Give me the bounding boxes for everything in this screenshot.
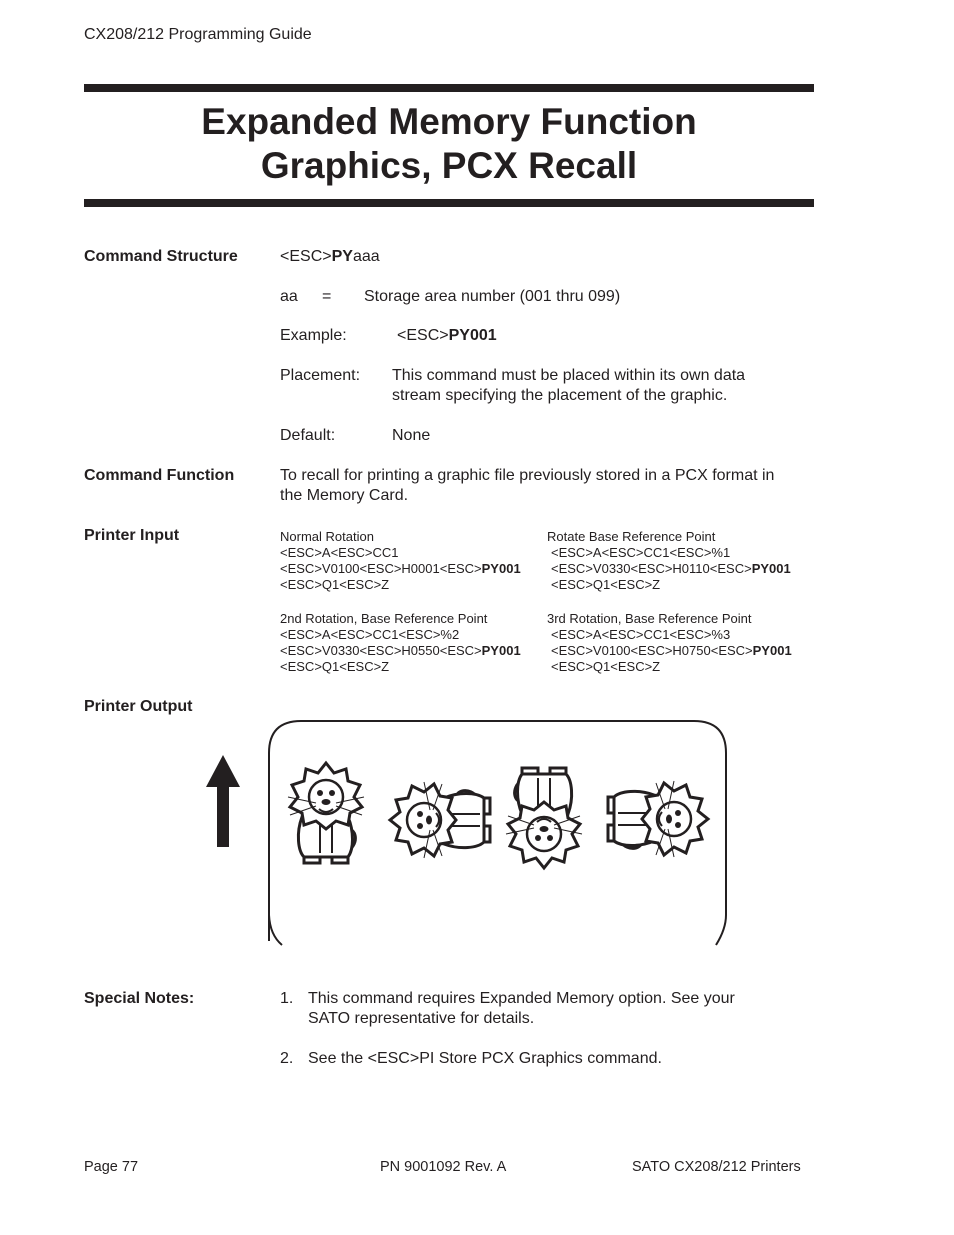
placement-label: Placement:	[280, 367, 361, 384]
input-block-3rd-rotation: 3rd Rotation, Base Reference Point <ESC>A<ESC>CC1<ESC>%3 <ESC>V0100<ESC>H0750<ESC>PY001 <ESC>Q1<ESC>Z	[547, 611, 792, 674]
default-value: None	[392, 427, 431, 444]
title-line-2: Graphics, PCX Recall	[260, 145, 638, 186]
feed-direction-arrow-icon	[206, 755, 240, 847]
printer-output-illustration	[200, 715, 740, 950]
lion-graphic-rotated-90	[390, 782, 490, 858]
command-function-text: To recall for printing a graphic file previously stored in a PCX format in the Memory Card.	[280, 467, 775, 504]
command-syntax: <ESC>PYaaa	[280, 248, 380, 265]
command-function-label: Command Function	[84, 467, 235, 484]
printer-output-label: Printer Output	[84, 698, 193, 715]
note-2-number: 2.	[280, 1050, 294, 1067]
default-label: Default:	[280, 427, 336, 444]
input-block-rotate: Rotate Base Reference Point <ESC>A<ESC>CC1<ESC>%1 <ESC>V0330<ESC>H0110<ESC>PY001 <ESC>Q1<ESC>Z	[547, 529, 791, 592]
command-structure-label: Command Structure	[84, 248, 238, 265]
note-1-number: 1.	[280, 990, 294, 1007]
lion-graphic-rotated-180	[506, 768, 582, 868]
special-notes-label: Special Notes:	[84, 990, 195, 1007]
input-block-2nd-rotation: 2nd Rotation, Base Reference Point <ESC>A<ESC>CC1<ESC>%2 <ESC>V0330<ESC>H0550<ESC>PY001 <ESC>Q1<ESC>Z	[280, 611, 521, 674]
param-equals: =	[322, 288, 332, 305]
lion-graphic-rotated-270	[608, 781, 708, 857]
footer-page-number: Page 77	[84, 1159, 139, 1175]
title-bottom-rule	[84, 199, 814, 207]
param-description: Storage area number (001 thru 099)	[364, 288, 621, 305]
footer-part-number: PN 9001092 Rev. A	[380, 1159, 507, 1175]
lion-graphic-normal	[288, 763, 364, 863]
footer-product: SATO CX208/212 Printers	[632, 1159, 801, 1175]
running-header: CX208/212 Programming Guide	[84, 26, 312, 43]
placement-text: This command must be placed within its own data stream specifying the placement of the graphic.	[392, 367, 746, 404]
input-block-normal: Normal Rotation <ESC>A<ESC>CC1 <ESC>V0100<ESC>H0001<ESC>PY001 <ESC>Q1<ESC>Z	[280, 529, 521, 592]
title-line-1: Expanded Memory Function	[201, 101, 697, 142]
note-2-text: See the <ESC>PI Store PCX Graphics command.	[308, 1050, 662, 1067]
param-name: aa	[280, 288, 298, 305]
example-label: Example:	[280, 327, 347, 344]
printer-input-label: Printer Input	[84, 527, 180, 544]
note-1-text: This command requires Expanded Memory option. See your SATO representative for details.	[308, 990, 735, 1027]
page-title	[84, 100, 814, 188]
example-value: <ESC>PY001	[397, 327, 497, 344]
title-top-rule	[84, 84, 814, 92]
